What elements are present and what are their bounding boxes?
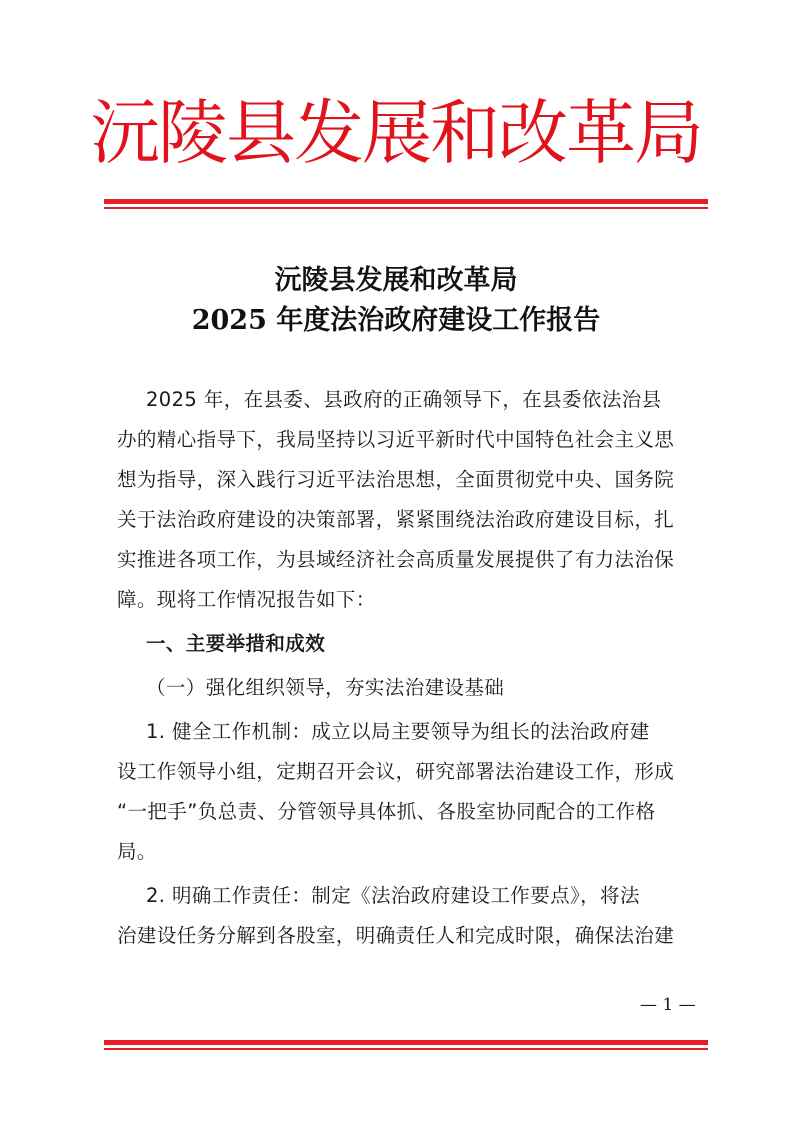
- document-title-line2: 2025 年度法治政府建设工作报告: [191, 305, 601, 336]
- footer-red-line: [104, 1040, 708, 1045]
- header-red-line-thin: [104, 207, 708, 209]
- paragraph-line: 2025 年，在县委、县政府的正确领导下，在县委依法治县: [146, 388, 662, 411]
- paragraph-line: 实推进各项工作，为县域经济社会高质量发展提供了有力法治保: [117, 548, 675, 571]
- paragraph-line: 1. 健全工作机制：成立以局主要领导为组长的法治政府建: [146, 720, 650, 743]
- masthead-title: 沅陵县发展和改革局: [90, 92, 702, 174]
- header-red-line: [104, 199, 708, 204]
- paragraph-line: 局。: [117, 840, 157, 863]
- paragraph-line: 想为指导，深入践行习近平法治思想，全面贯彻党中央、国务院: [117, 468, 675, 491]
- footer-red-line-thin: [104, 1048, 708, 1050]
- paragraph-line: “一把手”负总责、分管领导具体抓、各股室协同配合的工作格: [117, 800, 656, 823]
- subsection-heading: （一）强化组织领导，夯实法治建设基础: [146, 676, 505, 699]
- paragraph-line: 设工作领导小组，定期召开会议，研究部署法治建设工作，形成: [117, 760, 675, 783]
- section-heading: 一、主要举措和成效: [146, 632, 326, 655]
- paragraph-line: 治建设任务分解到各股室，明确责任人和完成时限，确保法治建: [117, 924, 675, 947]
- paragraph-line: 2. 明确工作责任：制定《法治政府建设工作要点》，将法: [146, 884, 640, 907]
- paragraph-line: 障。现将工作情况报告如下：: [117, 588, 376, 611]
- paragraph-line: 关于法治政府建设的决策部署，紧紧围绕法治政府建设目标，扎: [117, 508, 675, 531]
- document-title-line1: 沅陵县发展和改革局: [274, 265, 518, 296]
- paragraph-line: 办的精心指导下，我局坚持以习近平新时代中国特色社会主义思: [117, 428, 675, 451]
- page-number: — 1 —: [640, 995, 696, 1015]
